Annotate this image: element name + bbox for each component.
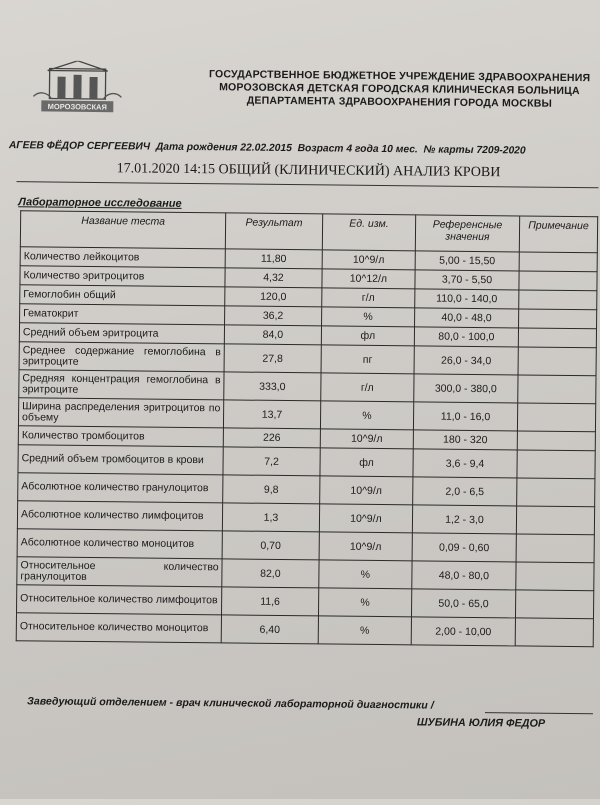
age-value: 4 года 10 мес. (346, 143, 418, 156)
unit-cell: % (318, 588, 412, 617)
test-name-cell: Средний объем эритроцита (19, 323, 224, 344)
note-cell (516, 534, 595, 563)
reference-cell: 11,0 - 16,0 (414, 402, 518, 431)
birth-label: Дата рождения (155, 141, 238, 154)
card-number: 7209-2020 (476, 144, 526, 157)
reference-cell: 80,0 - 100,0 (414, 327, 518, 347)
note-cell (517, 375, 596, 404)
test-name-cell: Количество лейкоцитов (20, 247, 225, 268)
test-name-cell: Абсолютное количество лимфоцитов (17, 501, 222, 531)
reference-cell: 110,0 - 140,0 (415, 289, 519, 309)
test-name-cell: Средний объем тромбоцитов в крови (18, 445, 223, 475)
header-name: Название теста (20, 211, 226, 249)
test-name-cell: Средняя концентрация гемоглобина в эритроците (19, 370, 224, 400)
result-cell: 6,40 (221, 615, 318, 644)
patient-info (9, 140, 599, 157)
unit-cell: % (320, 401, 414, 430)
test-name-cell: Абсолютное количество моноцитов (17, 529, 222, 559)
table-row (16, 613, 593, 647)
test-name-cell: Абсолютное количество гранулоцитов (18, 473, 223, 503)
org-line-3: ДЕПАРТАМЕНТА ЗДРАВООХРАНЕНИЯ ГОРОДА МОСКВЫ (246, 94, 553, 110)
results-table (16, 210, 598, 647)
header-result: Результат (226, 213, 323, 250)
svg-text:МОРОЗОВСКАЯ: МОРОЗОВСКАЯ (47, 102, 107, 112)
note-cell (518, 290, 596, 310)
note-cell (518, 328, 596, 348)
reference-cell: 2,0 - 6,5 (413, 477, 517, 506)
result-cell: 11,80 (225, 249, 322, 269)
result-cell: 120,0 (225, 287, 322, 307)
note-cell (515, 590, 594, 619)
test-name-cell: Количество эритроцитов (20, 266, 225, 287)
unit-cell: % (318, 560, 412, 589)
age-label: Возраст (297, 143, 344, 155)
test-name-cell: Ширина распределения эритроцитов по объему (18, 398, 223, 428)
note-cell (519, 252, 597, 272)
result-cell: 7,2 (223, 447, 320, 476)
reference-cell: 50,0 - 65,0 (412, 589, 516, 618)
test-name-cell: Гемоглобин общий (20, 285, 225, 306)
result-cell: 9,8 (223, 475, 320, 504)
result-cell: 36,2 (225, 306, 322, 326)
title-divider (17, 181, 599, 188)
unit-cell: 10^9/л (322, 250, 416, 270)
test-name-cell: Относительное количество моноцитов (16, 613, 221, 643)
org-line-1: ГОСУДАРСТВЕННОЕ БЮДЖЕТНОЕ УЧРЕЖДЕНИЕ ЗДРАВООХРАНЕНИЯ (208, 68, 591, 85)
hospital-logo (27, 60, 128, 117)
unit-cell: % (321, 307, 415, 327)
reference-cell: 2,00 - 10,00 (411, 617, 515, 646)
reference-cell: 300,0 - 380,0 (414, 374, 518, 403)
reference-cell: 48,0 - 80,0 (412, 561, 516, 590)
test-name-cell: Количество тромбоцитов (18, 426, 223, 447)
test-name-cell: Относительное количество гранулоцитов (17, 557, 222, 587)
reference-cell: 40,0 - 48,0 (415, 308, 519, 328)
section-title: Лабораторное исследование (18, 196, 182, 210)
result-cell: 82,0 (222, 559, 319, 588)
card-label: № карты (423, 144, 474, 156)
reference-cell: 26,0 - 34,0 (414, 346, 518, 375)
signature-line (485, 712, 593, 714)
unit-cell: 10^9/л (319, 476, 413, 505)
org-line-2: МОРОЗОВСКАЯ ДЕТСКАЯ ГОРОДСКАЯ КЛИНИЧЕСКАЯ БОЛЬНИЦА (219, 81, 580, 98)
note-cell (516, 562, 595, 591)
note-cell (516, 478, 595, 507)
unit-cell: 10^12/л (322, 269, 416, 289)
analysis-title: 17.01.2020 14:15 ОБЩИЙ (КЛИНИЧЕСКИЙ) АНАЛИЗ КРОВИ (116, 161, 501, 181)
footer-position: Заведующий отделением - врач клинической лабораторной диагностики / (27, 695, 434, 712)
result-cell: 4,32 (225, 268, 322, 288)
result-cell: 11,6 (222, 587, 319, 616)
patient-name: АГЕЕВ ФЁДОР СЕРГЕЕВИЧ (8, 140, 151, 153)
note-cell (517, 450, 596, 479)
reference-cell: 3,6 - 9,4 (413, 449, 517, 478)
reference-cell: 5,00 - 15,50 (415, 251, 519, 271)
unit-cell: 10^9/л (319, 504, 413, 533)
test-name-cell: Относительное количество лимфоцитов (17, 585, 222, 615)
result-cell: 84,0 (225, 325, 322, 345)
document-sheet (0, 40, 600, 805)
unit-cell: г/л (320, 373, 414, 402)
result-cell: 333,0 (224, 372, 321, 401)
unit-cell: 10^9/л (319, 532, 413, 561)
note-cell (516, 506, 595, 535)
unit-cell: % (318, 616, 412, 645)
header-unit: Ед. изм. (322, 214, 416, 251)
header-note: Примечание (519, 216, 598, 253)
unit-cell: пг (321, 345, 415, 374)
reference-cell: 1,2 - 3,0 (413, 505, 517, 534)
result-cell: 1,3 (223, 503, 320, 532)
reference-cell: 0,09 - 0,60 (412, 533, 516, 562)
footer-signer: ШУБИНА ЮЛИЯ ФЕДОР (416, 716, 546, 730)
note-cell (518, 309, 596, 329)
note-cell (518, 347, 597, 376)
note-cell (519, 271, 597, 291)
unit-cell: фл (320, 448, 414, 477)
birth-date: 22.02.2015 (240, 142, 292, 155)
table-header-row (20, 211, 597, 253)
note-cell (517, 403, 596, 432)
test-name-cell: Гематокрит (20, 304, 225, 325)
note-cell (517, 431, 595, 451)
note-cell (515, 618, 594, 647)
result-cell: 27,8 (224, 344, 321, 373)
test-name-cell: Среднее содержание гемоглобина в эритроците (19, 342, 224, 372)
unit-cell: г/л (321, 288, 415, 308)
unit-cell: фл (321, 326, 415, 346)
result-cell: 226 (223, 428, 320, 448)
header-ref: Референсные значения (415, 215, 519, 252)
result-cell: 0,70 (222, 531, 319, 560)
reference-cell: 180 - 320 (413, 430, 517, 450)
unit-cell: 10^9/л (320, 429, 414, 449)
reference-cell: 3,70 - 5,50 (415, 270, 519, 290)
organization-header (199, 68, 599, 111)
result-cell: 13,7 (224, 400, 321, 429)
